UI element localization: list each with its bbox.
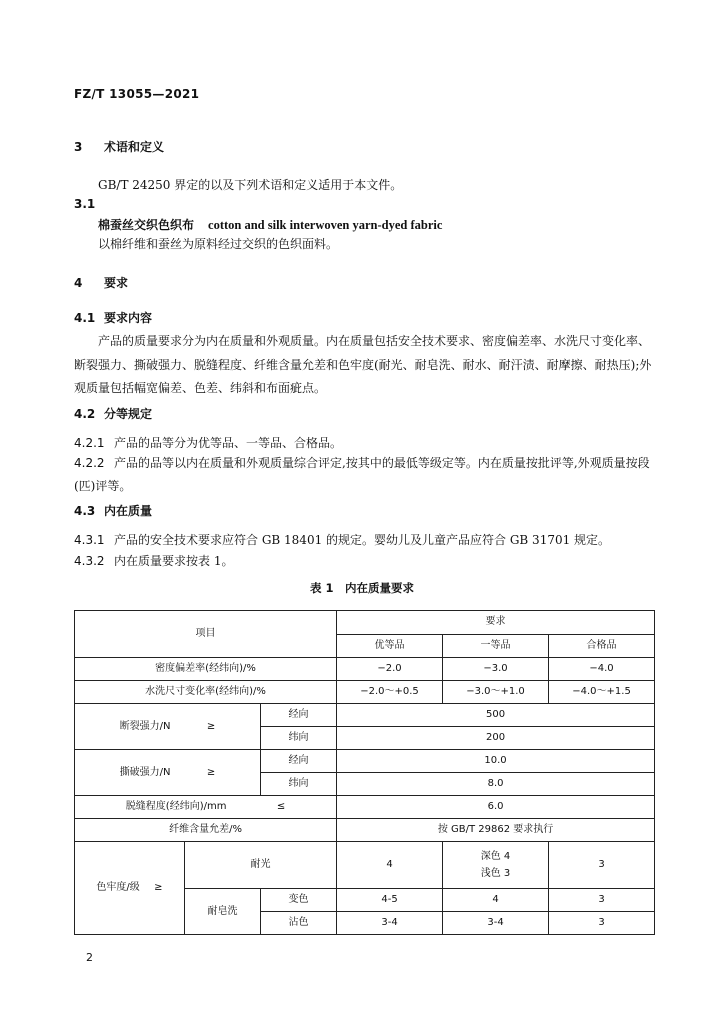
term-english: cotton and silk interwoven yarn-dyed fabric: [208, 218, 443, 232]
section-4-heading: [74, 274, 128, 291]
table-cell: 按 GB/T 29862 要求执行: [337, 819, 655, 842]
color-fastness-cell: [75, 842, 185, 935]
table-cell: −4.0: [549, 658, 655, 681]
term-definition: 以棉纤维和蚕丝为原料经过交织的色织面料。: [98, 237, 339, 251]
clause-text: 产品的品等分为优等品、一等品、合格品。: [114, 436, 343, 450]
clause-4-2-2: [74, 452, 654, 498]
table-row: [75, 819, 655, 842]
table-cell: 3: [549, 889, 655, 912]
weft-label: 纬向: [261, 727, 337, 750]
page-number: 2: [86, 951, 93, 964]
section-number: 4: [74, 276, 83, 290]
staining-label: 沾色: [261, 912, 337, 935]
header-item: 项目: [75, 611, 337, 658]
clause-text: 产品的品等以内在质量和外观质量综合评定,按其中的最低等级定等。内在质量按批评等,外观质量按段(匹)评等。: [74, 456, 650, 493]
light-shade-value: 浅色 3: [480, 867, 511, 879]
table-row: [75, 681, 655, 704]
shrinkage-label: 水洗尺寸变化率(经纬向)/%: [75, 681, 337, 704]
section-4-1-text: 产品的质量要求分为内在质量和外观质量。内在质量包括安全技术要求、密度偏差率、水洗尺寸变化率、断裂强力、撕破强力、脱缝程度、纤维含量允差和色牢度(耐光、耐皂洗、耐水、耐汗渍、耐摩擦、耐热压);外观质量包括幅宽偏差、色差、纬斜和布面疵点。: [74, 334, 652, 395]
section-title: 分等规定: [104, 407, 153, 421]
section-number: 3: [74, 140, 83, 154]
table-cell: 10.0: [337, 750, 655, 773]
ge-symbol: ≥: [154, 882, 163, 893]
seam-slippage-label: 脱缝程度(经纬向)/mm: [125, 801, 227, 812]
clause-number: 4.3.2: [74, 554, 105, 568]
section-4-1-heading: [74, 309, 152, 326]
breaking-strength-cell: [75, 704, 261, 750]
table-row: [75, 611, 655, 635]
clause-4-3-1: [74, 531, 610, 548]
header-grade-qualified: 合格品: [549, 634, 655, 658]
table-cell: 500: [337, 704, 655, 727]
clause-number: 4.2.1: [74, 436, 105, 450]
table-row: [75, 796, 655, 819]
washing-fastness-label: 耐皂洗: [185, 889, 261, 935]
table-cell: [443, 842, 549, 889]
section-3-intro: GB/T 24250 界定的以及下列术语和定义适用于本文件。: [98, 178, 403, 192]
section-number: 4.2: [74, 407, 96, 421]
tearing-strength-label: 撕破强力/N: [119, 766, 171, 778]
breaking-strength-label: 断裂强力/N: [119, 720, 171, 732]
header-grade-superior: 优等品: [337, 634, 443, 658]
table-cell: −4.0～+1.5: [549, 681, 655, 704]
warp-label: 经向: [261, 704, 337, 727]
clause-4-3-2: [74, 552, 233, 569]
fiber-tolerance-label: 纤维含量允差/%: [75, 819, 337, 842]
table-caption: 表 1 内在质量要求: [309, 581, 414, 595]
table-row: [75, 658, 655, 681]
seam-slippage-cell: [75, 796, 337, 819]
table-cell: 8.0: [337, 773, 655, 796]
weft-label: 纬向: [261, 773, 337, 796]
ge-symbol: ≥: [206, 720, 216, 732]
section-4-2-heading: [74, 405, 152, 422]
warp-label: 经向: [261, 750, 337, 773]
light-fastness-label: 耐光: [185, 842, 337, 889]
ge-symbol: ≥: [206, 766, 216, 778]
section-number: 4.1: [74, 311, 96, 325]
density-label: 密度偏差率(经纬向)/%: [75, 658, 337, 681]
le-symbol: ≤: [276, 801, 286, 812]
table-row: [75, 704, 655, 727]
table-cell: −2.0～+0.5: [337, 681, 443, 704]
section-title: 术语和定义: [104, 140, 165, 154]
table-cell: 4: [443, 889, 549, 912]
table-row: [75, 842, 655, 889]
header-grade-first: 一等品: [443, 634, 549, 658]
clause-text: 内在质量要求按表 1。: [114, 554, 234, 568]
clause-number: 4.3.1: [74, 533, 105, 547]
standard-code: FZ/T 13055—2021: [74, 87, 200, 101]
clause-text: 产品的安全技术要求应符合 GB 18401 的规定。婴幼儿及儿童产品应符合 GB 31701 规定。: [114, 533, 611, 547]
table-cell: 6.0: [337, 796, 655, 819]
table-cell: −3.0: [443, 658, 549, 681]
section-title: 内在质量: [104, 504, 153, 518]
color-change-label: 变色: [261, 889, 337, 912]
section-3-heading: [74, 138, 164, 155]
section-title: 要求内容: [104, 311, 153, 325]
header-requirement: 要求: [337, 611, 655, 635]
term-chinese: 棉蚕丝交织色织布: [98, 218, 195, 232]
section-4-3-heading: [74, 502, 152, 519]
table-cell: 3-4: [337, 912, 443, 935]
table-cell: 3: [549, 842, 655, 889]
term-entry: [98, 216, 442, 233]
table-cell: 4-5: [337, 889, 443, 912]
table-cell: −3.0～+1.0: [443, 681, 549, 704]
term-number: 3.1: [74, 197, 96, 211]
table-cell: 3-4: [443, 912, 549, 935]
clause-number: 4.2.2: [74, 456, 105, 470]
table-cell: 4: [337, 842, 443, 889]
section-number: 4.3: [74, 504, 96, 518]
tearing-strength-cell: [75, 750, 261, 796]
color-fastness-label: 色牢度/级: [96, 882, 140, 893]
dark-shade-value: 深色 4: [480, 850, 511, 862]
table-cell: 200: [337, 727, 655, 750]
section-title: 要求: [104, 276, 129, 290]
table-cell: 3: [549, 912, 655, 935]
clause-4-2-1: [74, 434, 342, 451]
table-row: [75, 750, 655, 773]
table-cell: −2.0: [337, 658, 443, 681]
quality-requirements-table: [74, 610, 655, 935]
